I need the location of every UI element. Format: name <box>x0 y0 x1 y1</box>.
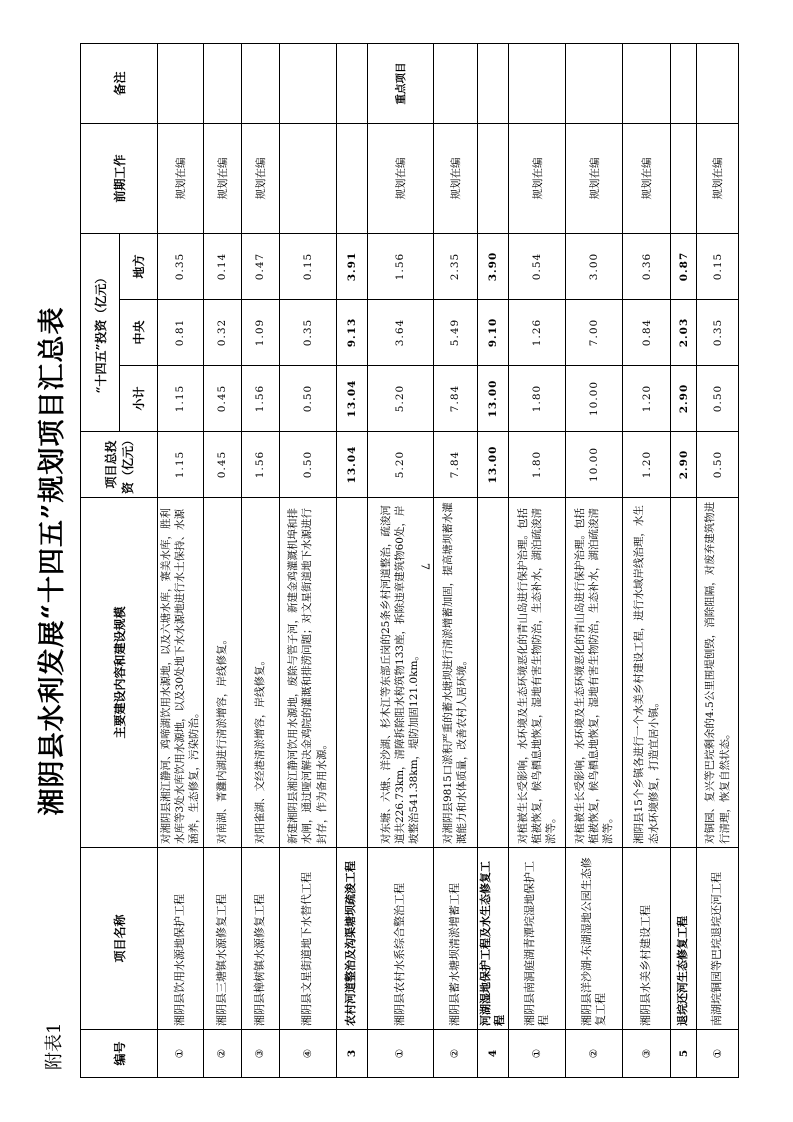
row-subtotal: 1.56 <box>241 366 279 432</box>
row-local: 0.15 <box>279 234 336 300</box>
section-prep <box>336 124 367 234</box>
row-note <box>433 44 477 124</box>
section-total: 2.90 <box>671 432 697 498</box>
header-central: 中央 <box>120 300 158 366</box>
row-prep: 规划在编 <box>509 124 566 234</box>
header-local: 地方 <box>120 234 158 300</box>
row-name: 湘阴县水美乡村建设工程 <box>623 848 671 1030</box>
row-prep: 规划在编 <box>697 124 739 234</box>
row-prep: 规划在编 <box>623 124 671 234</box>
row-prep: 规划在编 <box>566 124 623 234</box>
row-no: ① <box>367 1030 433 1078</box>
row-content: 对南湖、菁灉内湖进行清淤增容，岸线修复。 <box>203 498 241 848</box>
row-name: 湘阴县文星街道地下水替代工程 <box>279 848 336 1030</box>
section-content <box>336 498 367 848</box>
row-note <box>566 44 623 124</box>
row-no: ③ <box>241 1030 279 1078</box>
row-subtotal: 0.45 <box>203 366 241 432</box>
row-total: 1.56 <box>241 432 279 498</box>
table-row <box>566 44 623 1078</box>
section-local: 3.90 <box>477 234 509 300</box>
row-central: 0.84 <box>623 300 671 366</box>
row-name: 湘阴县樟树镇水源修复工程 <box>241 848 279 1030</box>
row-total: 10.00 <box>566 432 623 498</box>
row-note <box>509 44 566 124</box>
annex-label: 附表1 <box>44 1022 65 1070</box>
table-row <box>241 44 279 1078</box>
section-content <box>671 498 697 848</box>
row-content: 对植被生长受影响，水环境及生态环境恶化的青山岛进行保护治理。包括植被恢复，候鸟栖息地恢复，湿地有害生物防治，生态补水，湖泊疏浚清淤等。 <box>566 498 623 848</box>
section-subtotal: 2.90 <box>671 366 697 432</box>
row-central: 1.26 <box>509 300 566 366</box>
section-subtotal: 13.00 <box>477 366 509 432</box>
table-row <box>203 44 241 1078</box>
row-name: 湘阴县三塘镇水源修复工程 <box>203 848 241 1030</box>
table-row <box>279 44 336 1078</box>
project-summary-table <box>80 43 739 1078</box>
header-note: 备注 <box>81 44 158 124</box>
section-central: 2.03 <box>671 300 697 366</box>
row-no: ④ <box>279 1030 336 1078</box>
table-row <box>509 44 566 1078</box>
page-number: 7 <box>418 563 432 570</box>
row-total: 1.15 <box>158 432 204 498</box>
row-central: 0.32 <box>203 300 241 366</box>
row-prep <box>279 124 336 234</box>
row-central: 0.81 <box>158 300 204 366</box>
row-no: ① <box>509 1030 566 1078</box>
section-name: 农村河道整治及沟渠塘坝疏浚工程 <box>336 848 367 1030</box>
row-content: 对阳雀湖、文经港清淤增容，岸线修复。 <box>241 498 279 848</box>
row-total: 0.45 <box>203 432 241 498</box>
table-row <box>433 44 477 1078</box>
table-header-row <box>81 44 120 1078</box>
row-central: 1.09 <box>241 300 279 366</box>
header-plan: “十四五”投资（亿元） <box>81 234 120 432</box>
section-central: 9.13 <box>336 300 367 366</box>
row-name: 湘阴县南洞庭湖青潭垸湿地保护工程 <box>509 848 566 1030</box>
section-name: 河湖湿地保护工程及水生态修复工程 <box>477 848 509 1030</box>
table-row <box>623 44 671 1078</box>
section-prep <box>477 124 509 234</box>
row-note <box>203 44 241 124</box>
header-prep: 前期工作 <box>81 124 158 234</box>
row-name: 湘阴县洋沙湖-东湖湿地公园生态修复工程 <box>566 848 623 1030</box>
row-total: 5.20 <box>367 432 433 498</box>
row-no: ② <box>433 1030 477 1078</box>
row-local: 0.35 <box>158 234 204 300</box>
section-subtotal: 13.04 <box>336 366 367 432</box>
row-note: 重点项目 <box>367 44 433 124</box>
row-no: ① <box>158 1030 204 1078</box>
row-total: 7.84 <box>433 432 477 498</box>
header-total: 项目总投资（亿元） <box>81 432 158 498</box>
table-row <box>158 44 204 1078</box>
section-name: 退垸还河生态修复工程 <box>671 848 697 1030</box>
row-subtotal: 7.84 <box>433 366 477 432</box>
section-no: 3 <box>336 1030 367 1078</box>
row-prep: 规划在编 <box>241 124 279 234</box>
section-note <box>671 44 697 124</box>
row-note <box>158 44 204 124</box>
row-subtotal: 0.50 <box>279 366 336 432</box>
row-prep: 规划在编 <box>367 124 433 234</box>
row-subtotal: 5.20 <box>367 366 433 432</box>
row-no: ③ <box>623 1030 671 1078</box>
section-local: 0.87 <box>671 234 697 300</box>
row-content: 新建湘阴县湘江静河饮用水源地，废除与管子河，新建金鸡灌溉机埠和排水闸，通过哑河解决金鸡院的灌溉和排涝问题；对文星街道地下水源进行封存，作为备用水源。 <box>279 498 336 848</box>
row-no: ② <box>566 1030 623 1078</box>
row-central: 0.35 <box>697 300 739 366</box>
row-subtotal: 10.00 <box>566 366 623 432</box>
section-local: 3.91 <box>336 234 367 300</box>
row-subtotal: 1.20 <box>623 366 671 432</box>
section-total: 13.04 <box>336 432 367 498</box>
row-no: ② <box>203 1030 241 1078</box>
row-note <box>241 44 279 124</box>
row-local: 0.54 <box>509 234 566 300</box>
row-central: 0.35 <box>279 300 336 366</box>
row-note <box>279 44 336 124</box>
row-local: 2.35 <box>433 234 477 300</box>
row-name: 湘阴县农村水系综合整治工程 <box>367 848 433 1030</box>
row-total: 1.20 <box>623 432 671 498</box>
row-prep: 规划在编 <box>433 124 477 234</box>
table-section-row <box>671 44 697 1078</box>
row-content: 对湘阴县9815口淤积严重的蓄水塘坝进行清淤增蓄加固，提高塘坝蓄水灌溉能力和水体质量，改善农村人居环境。 <box>433 498 477 848</box>
row-content: 对铜园、复兴等巴垸剩余的4.5公里围堤刨毁，消除阻隔，对废弃建筑物进行清理，恢复自然状态。 <box>697 498 739 848</box>
table-section-row <box>336 44 367 1078</box>
row-local: 0.47 <box>241 234 279 300</box>
row-local: 3.00 <box>566 234 623 300</box>
row-no: ① <box>697 1030 739 1078</box>
row-note <box>623 44 671 124</box>
section-no: 4 <box>477 1030 509 1078</box>
section-central: 9.10 <box>477 300 509 366</box>
section-prep <box>671 124 697 234</box>
row-central: 5.49 <box>433 300 477 366</box>
row-total: 0.50 <box>279 432 336 498</box>
document-title: 湘阴县水利发展“十四五”规划项目汇总表 <box>37 306 68 816</box>
table-section-row <box>477 44 509 1078</box>
row-total: 0.50 <box>697 432 739 498</box>
row-note <box>697 44 739 124</box>
row-name: 湘阴县蓄水塘坝清淤增蓄工程 <box>433 848 477 1030</box>
row-local: 1.56 <box>367 234 433 300</box>
row-content: 对东塘、六塘、洋沙湖、杉木江等东部丘岗的25条乡村河道整治，疏浚河道共226.73km，清障拆除阻水构筑物133座，拆除违章建筑物60处，岸坡整治541.38km，堤防加固121.0km。 <box>367 498 433 848</box>
row-prep: 规划在编 <box>158 124 204 234</box>
section-total: 13.00 <box>477 432 509 498</box>
section-content <box>477 498 509 848</box>
section-note <box>477 44 509 124</box>
row-subtotal: 1.15 <box>158 366 204 432</box>
row-content: 对植被生长受影响，水环境及生态环境恶化的青山岛进行保护治理。包括植被恢复，候鸟栖息地恢复，湿地有害生物防治，生态补水，湖泊疏浚清淤等。 <box>509 498 566 848</box>
row-content: 湘阴县15个乡镇各进行一个水美乡村建设工程，进行水域岸线治理，水生态水环境修复，打造宜居小镇。 <box>623 498 671 848</box>
row-content: 对湘阴县湘江静河、鸡啼湖饮用水源地，以及六塘水库，赛美水库，胜利水库等3处水库饮用水源地，以及30处地下水水源地进行水土保持、水源涵养，生态修复，污染防治。 <box>158 498 204 848</box>
row-local: 0.14 <box>203 234 241 300</box>
header-content: 主要建设内容和建设规模 <box>81 498 158 848</box>
row-local: 0.36 <box>623 234 671 300</box>
row-subtotal: 1.80 <box>509 366 566 432</box>
row-prep: 规划在编 <box>203 124 241 234</box>
row-central: 7.00 <box>566 300 623 366</box>
row-name: 南湖垸铜园等巴垸退垸还河工程 <box>697 848 739 1030</box>
section-no: 5 <box>671 1030 697 1078</box>
row-local: 0.15 <box>697 234 739 300</box>
row-subtotal: 0.50 <box>697 366 739 432</box>
row-central: 3.64 <box>367 300 433 366</box>
row-name: 湘阴县饮用水源地保护工程 <box>158 848 204 1030</box>
table-row <box>367 44 433 1078</box>
row-total: 1.80 <box>509 432 566 498</box>
header-name: 项目名称 <box>81 848 158 1030</box>
header-subtotal: 小计 <box>120 366 158 432</box>
section-note <box>336 44 367 124</box>
header-no: 编号 <box>81 1030 158 1078</box>
table-row <box>697 44 739 1078</box>
